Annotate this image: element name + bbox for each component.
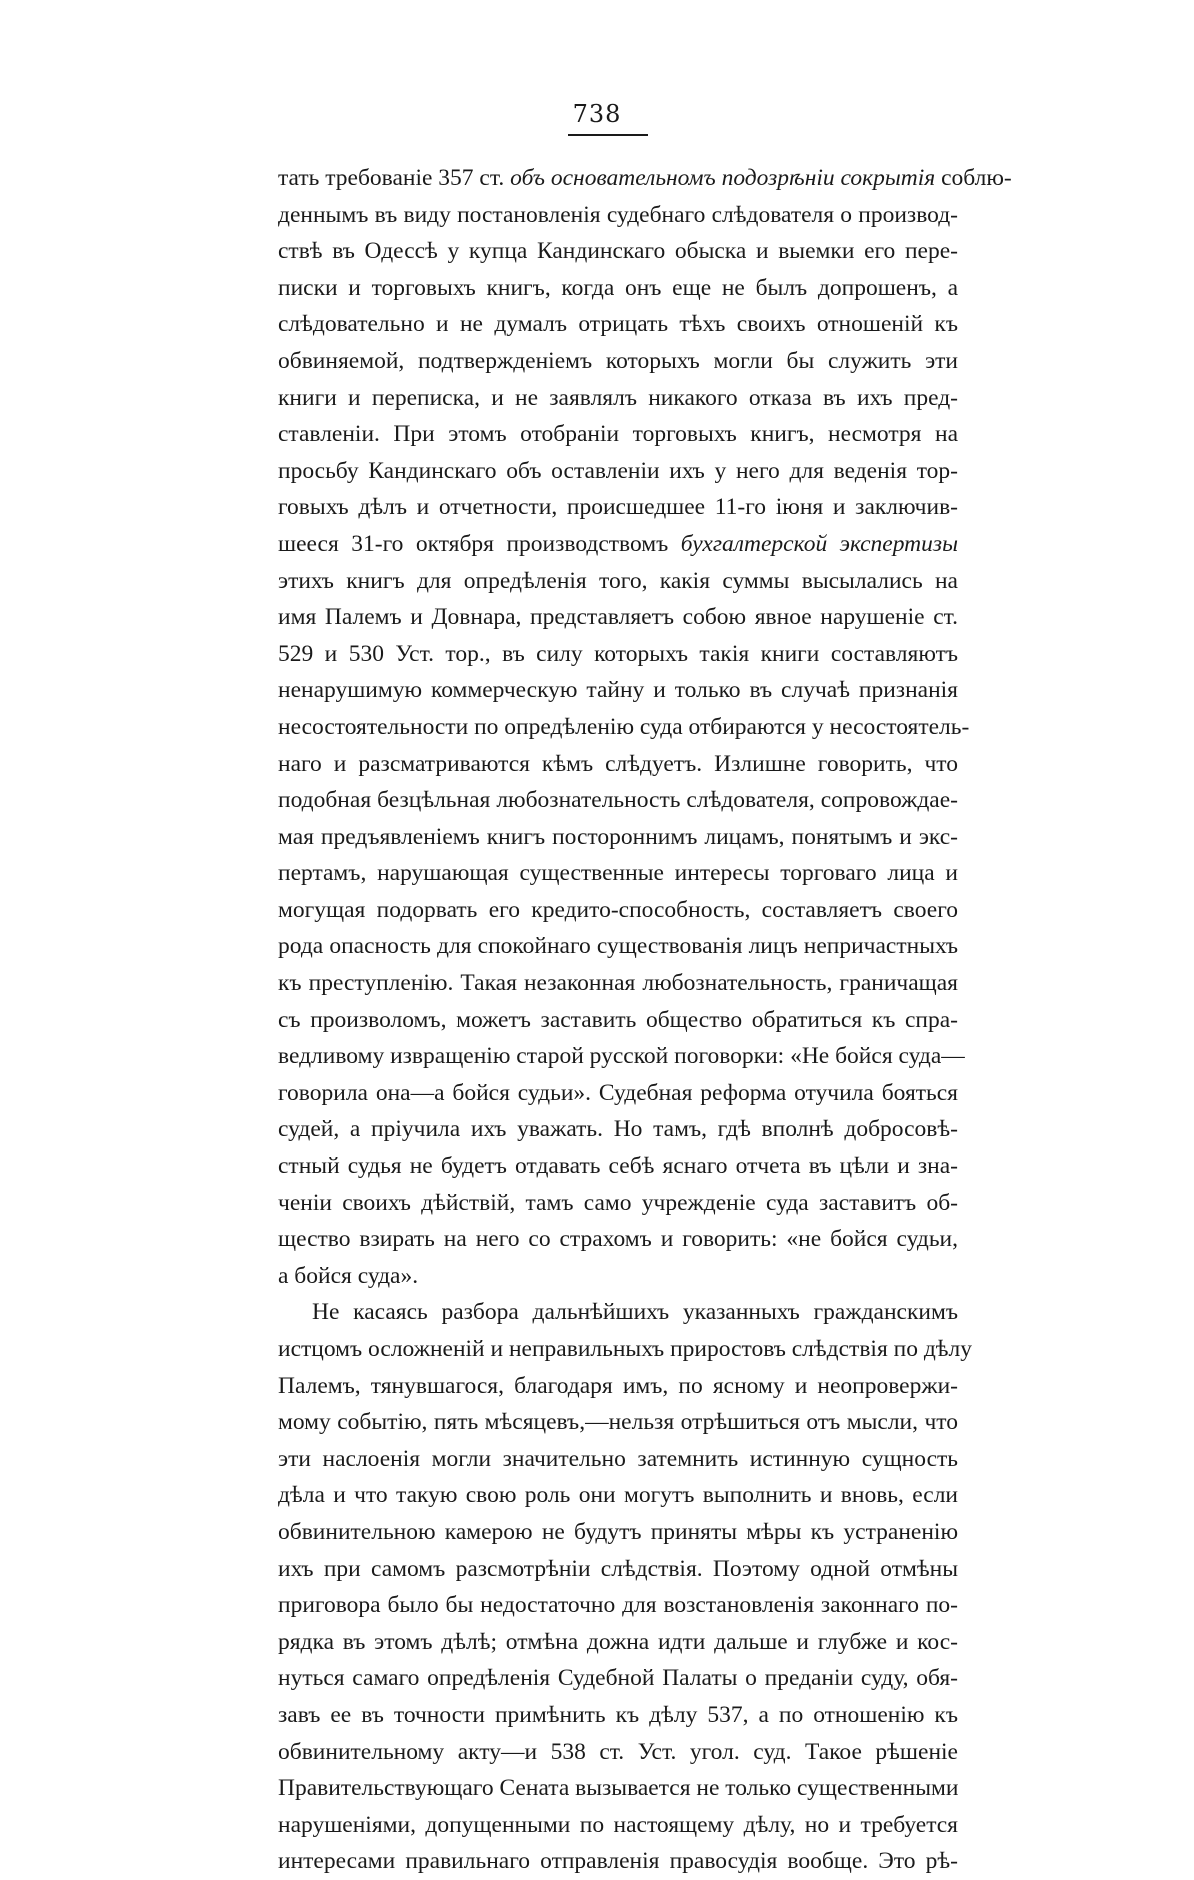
body-text [278, 160, 1012, 1880]
text-line: дѣла и что такую свою роль они могутъ выполнить и вновь, если [278, 1482, 958, 1509]
text-line: просьбу Кандинскаго объ оставленіи ихъ у него для веденія тор- [278, 457, 958, 484]
text-line: ведливому извращенію старой русской поговорки: «Не бойся суда— [278, 1043, 965, 1070]
text-run: соблю- [935, 165, 1012, 191]
text-line: несостоятельности по опредѣленію суда отбираются у несостоятель- [278, 713, 970, 740]
text-line: ихъ при самомъ разсмотрѣніи слѣдствія. Поэтому одной отмѣны [278, 1555, 958, 1582]
text-line: къ преступленію. Такая незаконная любознательность, граничащая [278, 970, 958, 997]
text-line: рода опасность для спокойнаго существованія лицъ непричастныхъ [278, 933, 958, 960]
text-line: мая предъявленіемъ книгъ постороннимъ лицамъ, понятымъ и экс- [278, 823, 958, 850]
text-line: мому событію, пять мѣсяцевъ,—нельзя отрѣшиться отъ мысли, что [278, 1409, 958, 1436]
text-line: нуться самаго опредѣленія Судебной Палаты о преданіи суду, обя- [278, 1665, 958, 1692]
text-line: приговора было бы недостаточно для возстановленія законнаго по- [278, 1592, 958, 1619]
text-line: Палемъ, тянувшагося, благодаря имъ, по ясному и неопровержи- [278, 1372, 958, 1399]
text-line [278, 160, 1012, 197]
text-line: стный судья не будетъ отдавать себѣ яснаго отчета въ цѣли и зна- [278, 1153, 958, 1180]
text-line: ствѣ въ Одессѣ у купца Кандинскаго обыска и выемки его пере- [278, 238, 958, 265]
page-number-rule [568, 134, 648, 136]
text-line: рядка въ этомъ дѣлѣ; отмѣна дожна идти дальше и глубже и кос- [278, 1628, 958, 1655]
text-line: слѣдовательно и не думалъ отрицать тѣхъ своихъ отношеній къ [278, 311, 958, 338]
text-line: ненарушимую коммерческую тайну и только въ случаѣ признанія [278, 677, 958, 704]
text-line: наго и разсматриваются кѣмъ слѣдуетъ. Излишне говорить, что [278, 750, 958, 777]
text-line: интересами правильнаго отправленія правосудія вообще. Это рѣ- [278, 1848, 958, 1875]
text-line: Не касаясь разбора дальнѣйшихъ указанныхъ гражданскимъ [312, 1299, 958, 1326]
text-line: 529 и 530 Уст. тор., въ силу которыхъ такія книги составляютъ [278, 640, 958, 667]
text-line: этихъ книгъ для опредѣленія того, какія суммы высылались на [278, 567, 958, 594]
text-line: а бойся суда». [278, 1262, 419, 1289]
text-line: истцомъ осложненій и неправильныхъ приростовъ слѣдствія по дѣлу [278, 1336, 973, 1362]
text-line: ставленіи. При этомъ отобраніи торговыхъ книгъ, несмотря на [278, 421, 958, 448]
text-line: книги и переписка, и не заявлялъ никакого отказа въ ихъ пред- [278, 384, 958, 411]
page-number: 738 [572, 100, 622, 128]
text-line: съ произволомъ, можетъ заставить общество обратиться къ спра- [278, 1006, 958, 1033]
text-line: деннымъ въ виду постановленія судебнаго слѣдователя о производ- [278, 201, 958, 228]
italic-run: бухгалтерской экспертизы [680, 530, 958, 557]
text-run: тать требованіе 357 ст. [278, 165, 511, 191]
text-line: подобная безцѣльная любознательность слѣдователя, сопровождае- [278, 787, 958, 814]
text-line: судей, а пріучила ихъ уважать. Но тамъ, гдѣ вполнѣ добросовѣ- [278, 1116, 958, 1143]
text-line: могущая подорвать его кредито-способность, составляетъ своего [278, 896, 958, 923]
text-line: писки и торговыхъ книгъ, когда онъ еще не былъ допрошенъ, а [278, 274, 958, 301]
text-line: говорила она—а бойся судьи». Судебная реформа отучила бояться [278, 1079, 958, 1106]
text-line: Правительствующаго Сената вызывается не только существенными [278, 1775, 959, 1802]
text-run: шееся 31-го октября производствомъ [278, 530, 681, 557]
text-line: завъ ее въ точности примѣнить къ дѣлу 537, а по отношенію къ [278, 1701, 958, 1728]
text-line: нарушеніями, допущенными по настоящему дѣлу, но и требуется [278, 1811, 958, 1838]
italic-run: объ основательномъ подозрѣніи сокрытія [510, 165, 936, 191]
text-line: обвиняемой, подтвержденіемъ которыхъ могли бы служить эти [278, 347, 958, 374]
text-line: эти наслоенія могли значительно затемнить истинную сущность [278, 1445, 958, 1472]
text-line: имя Палемъ и Довнара, представляетъ собою явное нарушеніе ст. [278, 604, 958, 631]
text-line: обвинительному акту—и 538 ст. Уст. угол. суд. Такое рѣшеніе [278, 1738, 958, 1765]
text-line: ченіи своихъ дѣйствій, тамъ само учрежденіе суда заставитъ об- [278, 1189, 958, 1216]
text-line: щество взирать на него со страхомъ и говорить: «не бойся судьи, [278, 1226, 958, 1253]
text-line: пертамъ, нарушающая существенные интересы торговаго лица и [278, 860, 958, 887]
text-line [278, 526, 958, 563]
text-line: говыхъ дѣлъ и отчетности, происшедшее 11-го іюня и заключив- [278, 494, 958, 521]
text-line: обвинительною камерою не будутъ приняты мѣры къ устраненію [278, 1518, 958, 1545]
